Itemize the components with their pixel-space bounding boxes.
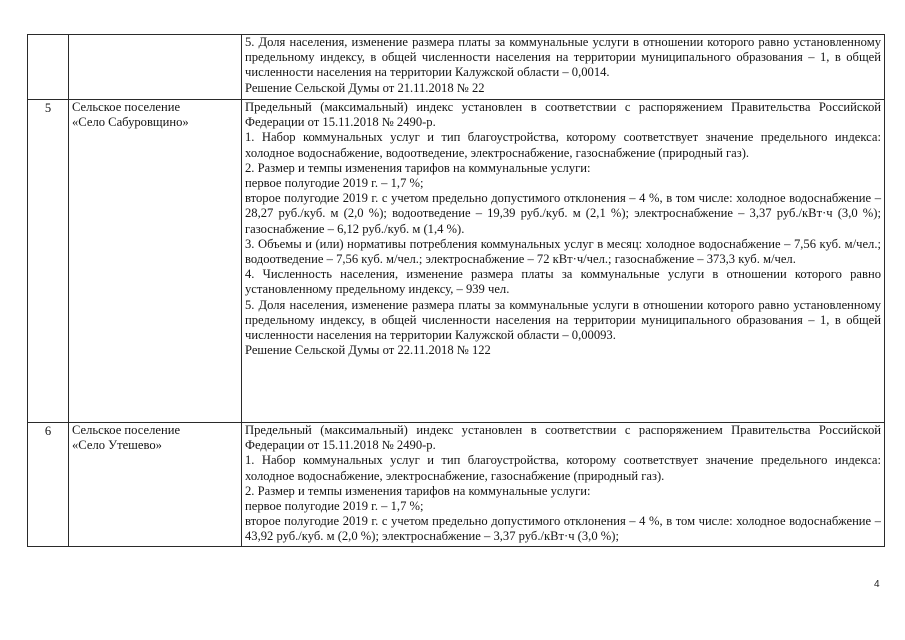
page-number: 4 [874, 579, 880, 590]
table-row-5 [28, 100, 885, 423]
settlement-type: Сельское поселение [72, 100, 181, 114]
settlement-name [69, 35, 242, 100]
paragraph: Предельный (максимальный) индекс установлен в соответствии с распоряжением Правительства Российской Федерации от 15.11.2018 № 2490-р. [245, 423, 881, 453]
paragraph: 3. Объемы и (или) нормативы потребления коммунальных услуг в месяц: холодное водоснабжение – 7,56 куб. м/чел.; водоотведение – 7,56 куб. м/чел.; электроснабжение – 72 кВт·ч/чел.; газоснабжение – 373,3 куб. м/чел. [245, 236, 881, 267]
decision-reference: Решение Сельской Думы от 22.11.2018 № 122 [245, 343, 491, 358]
row-details [242, 35, 885, 100]
settlement-name [69, 423, 242, 547]
row-number: 6 [28, 423, 69, 547]
row-number: 5 [28, 100, 69, 423]
paragraph: 5. Доля населения, изменение размера платы за коммунальные услуги в отношении которого равно установленному предельному индексу, в общей численности населения на территории муниципального образования – 1, в общей численности населения на территории Калужской области – 0,0014. [245, 35, 881, 80]
paragraph: 4. Численность населения, изменение размера платы за коммунальные услуги в отношении которого равно установленному предельному индексу, – 939 чел. [245, 267, 881, 297]
paragraph: Предельный (максимальный) индекс установлен в соответствии с распоряжением Правительства Российской Федерации от 15.11.2018 № 2490-р. [245, 100, 881, 130]
paragraph: 5. Доля населения, изменение размера платы за коммунальные услуги в отношении которого равно установленному предельному индексу, в общей численности населения на территории муниципального образования – 1, в общей численности населения на территории Калужской области – 0,00093. [245, 297, 881, 343]
row-details [242, 100, 885, 423]
row-number [28, 35, 69, 100]
paragraph: второе полугодие 2019 г. с учетом предельно допустимого отклонения – 4 %, в том числе: холодное водоснабжение – 43,92 руб./куб. м (2,0 %); электроснабжение – 3,37 руб./кВт·ч (3,0 %); [245, 514, 881, 544]
paragraph: 2. Размер и темпы изменения тарифов на коммунальные услуги: [245, 483, 591, 498]
settlement-title: «Село Сабуровщино» [72, 115, 189, 130]
paragraph: 1. Набор коммунальных услуг и тип благоустройства, которому соответствует значение предельного индекса: холодное водоснабжение, электроснабжение, газоснабжение (природный газ). [245, 453, 881, 483]
paragraph: 1. Набор коммунальных услуг и тип благоустройства, которому соответствует значение предельного индекса: холодное водоснабжение, водоотведение, электроснабжение, газоснабжение (природный газ). [245, 130, 881, 160]
decision-reference: Решение Сельской Думы от 21.11.2018 № 22 [245, 80, 485, 95]
paragraph: второе полугодие 2019 г. с учетом предельно допустимого отклонения – 4 %, в том числе: холодное водоснабжение – 28,27 руб./куб. м (2,0 %); водоотведение – 19,39 руб./куб. м (2,1 %); электроснабжение – 3,37 руб./кВт·ч (3,0 %); газоснабжение – 6,12 руб./куб. м (1,4 %). [245, 191, 881, 236]
table-row-6 [28, 423, 885, 547]
row-details [242, 423, 885, 547]
settlement-type: Сельское поселение [72, 423, 181, 437]
table-row-continued [28, 35, 885, 100]
paragraph: 2. Размер и темпы изменения тарифов на коммунальные услуги: [245, 160, 591, 175]
settlement-title: «Село Утешево» [72, 438, 162, 453]
paragraph: первое полугодие 2019 г. – 1,7 %; [245, 176, 424, 191]
tariff-table [27, 34, 885, 547]
settlement-name [69, 100, 242, 423]
paragraph: первое полугодие 2019 г. – 1,7 %; [245, 499, 424, 514]
